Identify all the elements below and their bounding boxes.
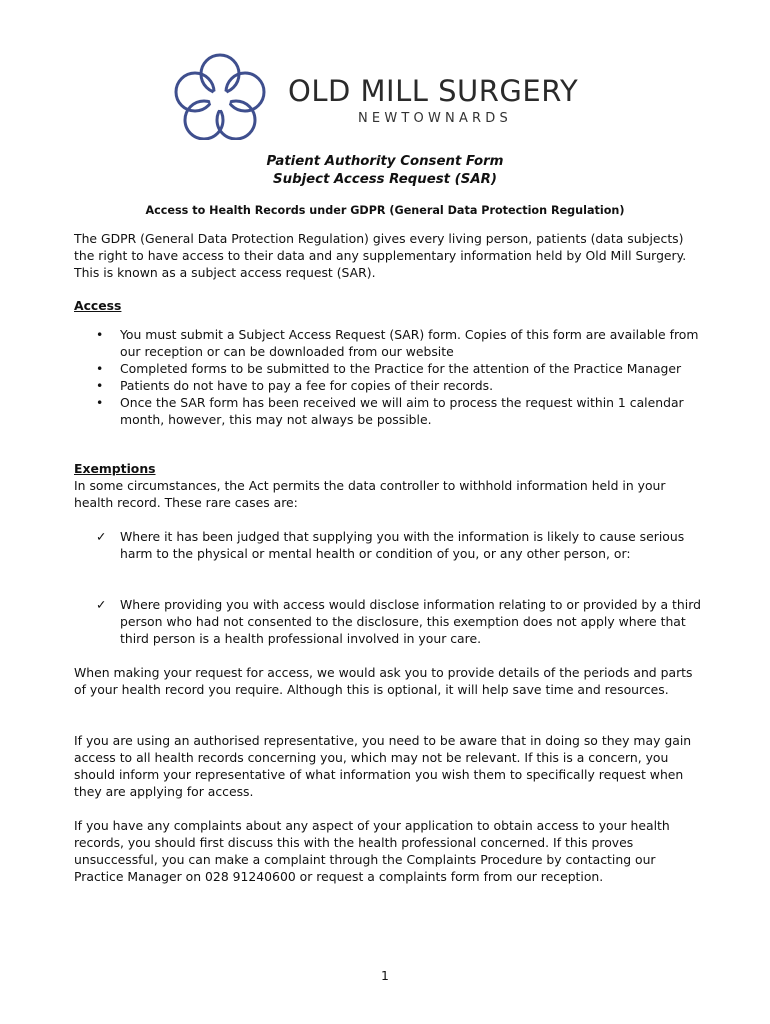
practice-location: NEWTOWNARDS [358, 111, 512, 126]
gdpr-subtitle: Access to Health Records under GDPR (General Data Protection Regulation) [145, 204, 625, 217]
form-title: Patient Authority Consent Form [266, 154, 504, 169]
practice-name: OLD MILL SURGERY [288, 74, 579, 108]
list-item: • You must submit a Subject Access Request (SAR) form. Copies of this form are available from our reception or can be downloaded from our website [74, 326, 704, 360]
exemption-item [74, 596, 704, 647]
list-item: • Patients do not have to pay a fee for copies of their records. [74, 377, 704, 394]
intro-paragraph: The GDPR (General Data Protection Regulation) gives every living person, patients (data subjects) the right to have access to their data and any supplementary information held by Old Mill Surgery. This is known as a subject access request (SAR). [74, 231, 687, 280]
practice-logo [172, 52, 612, 140]
checkmark-icon: ✓ [96, 529, 107, 544]
list-item: • Once the SAR form has been received we will aim to process the request within 1 calendar month, however, this may not always be possible. [74, 394, 704, 428]
representative-paragraph: If you are using an authorised representative, you need to be aware that in doing so they may gain access to all health records concerning you, which may not be relevant. If this is a concern, you should inform your representative of what information you wish them to specifically request when they are applying for access. [74, 733, 692, 799]
form-subtitle-sar: Subject Access Request (SAR) [273, 172, 497, 187]
access-list [74, 326, 704, 428]
access-heading: Access [74, 298, 122, 313]
checkmark-icon: ✓ [96, 597, 107, 612]
exemption-item [74, 528, 704, 562]
flower-logo-icon [172, 52, 268, 140]
list-item: • Completed forms to be submitted to the Practice for the attention of the Practice Manager [74, 360, 704, 377]
exemption-text: Where providing you with access would disclose information relating to or provided by a third person who had not consented to the disclosure, this exemption does not apply where that third person is a health professional involved in your care. [120, 597, 701, 646]
page-number: 1 [381, 968, 389, 983]
exemptions-intro: In some circumstances, the Act permits the data controller to withhold information held in your health record. These rare cases are: [74, 478, 666, 510]
exemptions-heading: Exemptions [74, 461, 156, 476]
details-paragraph: When making your request for access, we would ask you to provide details of the periods and parts of your health record you require. Although this is optional, it will help save time and resources. [74, 665, 693, 697]
exemption-text: Where it has been judged that supplying you with the information is likely to cause serious harm to the physical or mental health or condition of you, or any other person, or: [120, 529, 685, 561]
complaints-paragraph: If you have any complaints about any aspect of your application to obtain access to your health records, you should first discuss this with the health professional concerned. If this proves unsuccessful, you can make a complaint through the Complaints Procedure by contacting our Practice Manager on 028 91240600 or request a complaints form from our reception. [74, 818, 670, 884]
